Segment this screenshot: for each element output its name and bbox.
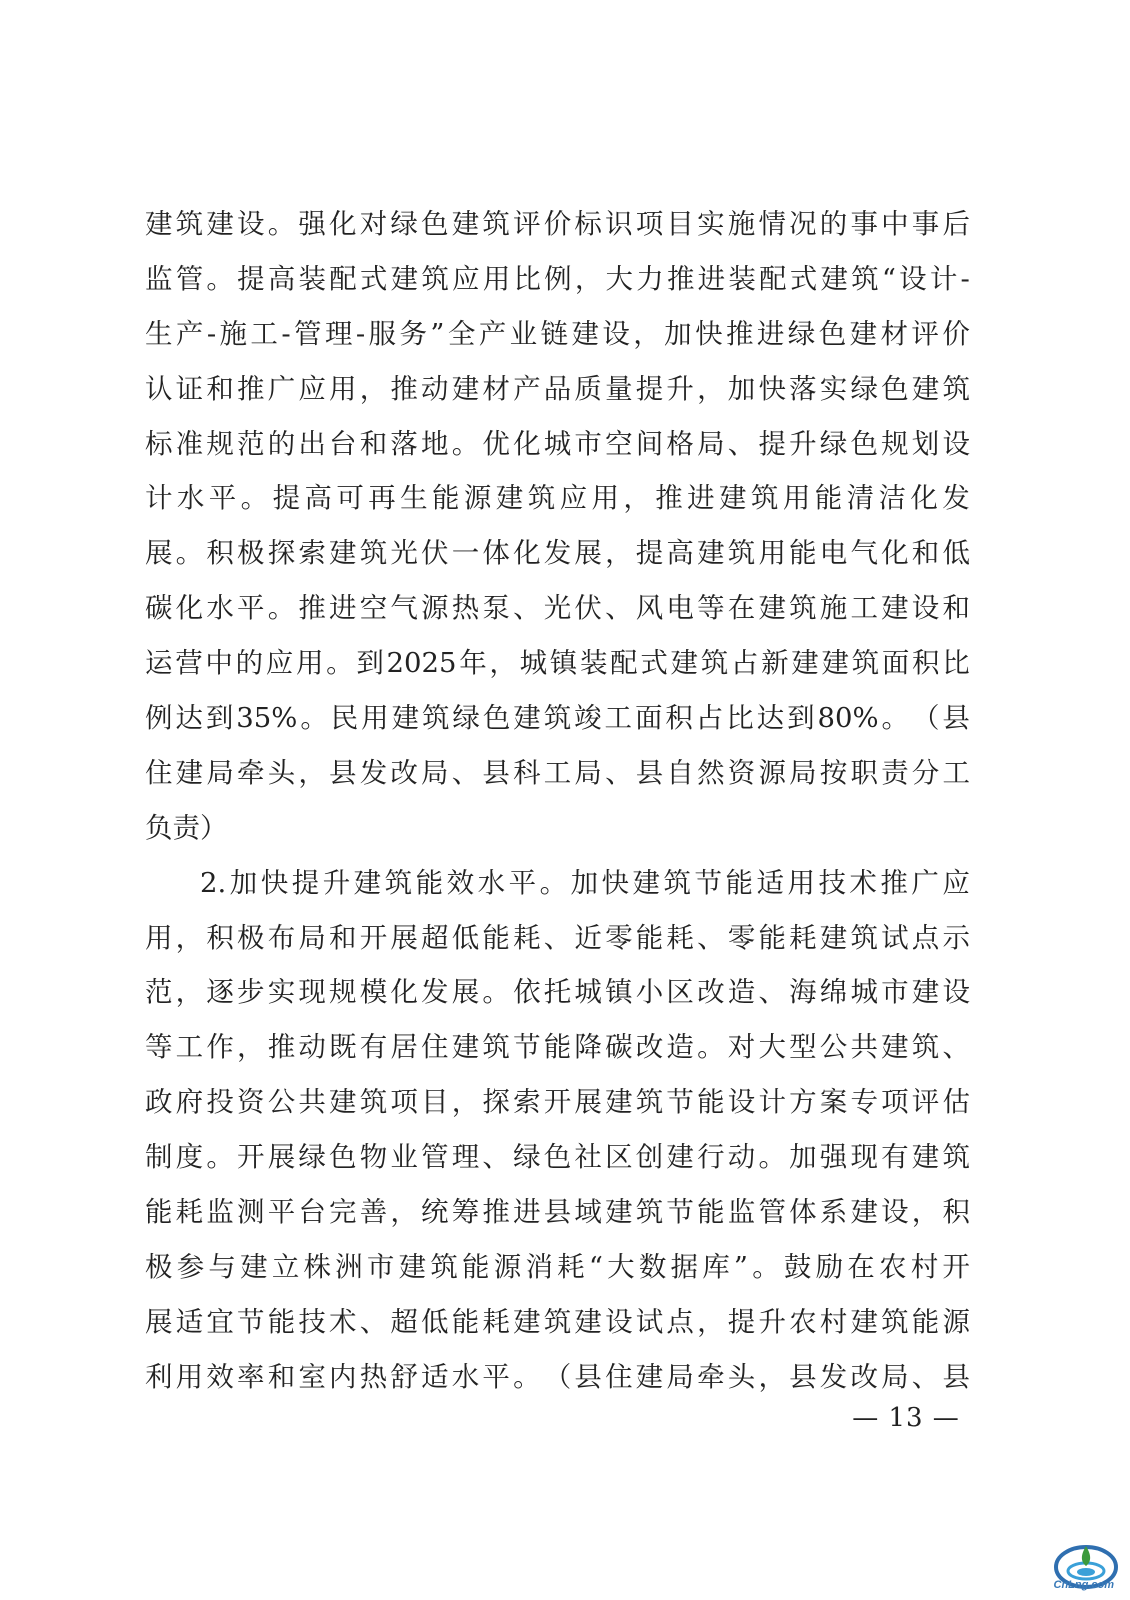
text-line: 等 工 作 ， 推 动 既 有 居 住 建 筑 节 能 降 碳 改 造 。 对 大 型 公 共 建 筑 、 bbox=[145, 1031, 970, 1064]
text-line: 负 责 ） bbox=[145, 811, 228, 844]
text-line: 展 适 宜 节 能 技 术 、 超 低 能 耗 建 筑 建 设 试 点 ， 提 升 农 村 建 筑 能 源 bbox=[145, 1305, 970, 1338]
text-line: 制 度 。 开 展 绿 色 物 业 管 理 、 绿 色 社 区 创 建 行 动 。 加 强 现 有 建 筑 bbox=[145, 1141, 970, 1174]
text-line: 用 ， 积 极 布 局 和 开 展 超 低 能 耗 、 近 零 能 耗 、 零 能 耗 建 筑 试 点 示 bbox=[145, 921, 970, 954]
document-body bbox=[145, 197, 970, 1405]
text-line: 能 耗 监 测 平 台 完 善 ， 统 筹 推 进 县 域 建 筑 节 能 监 管 体 系 建 设 ， 积 bbox=[145, 1196, 970, 1229]
text-line: 例 达 到 35% 。 民 用 建 筑 绿 色 建 筑 竣 工 面 积 占 比 达 到 80% 。 （ 县 bbox=[145, 702, 970, 735]
page-number: — 13 — bbox=[852, 1403, 960, 1433]
text-line: 标 准 规 范 的 出 台 和 落 地 。 优 化 城 市 空 间 格 局 、 提 升 绿 色 规 划 设 bbox=[145, 427, 970, 460]
text-line: 认 证 和 推 广 应 用 ， 推 动 建 材 产 品 质 量 提 升 ， 加 快 落 实 绿 色 建 筑 bbox=[145, 372, 970, 405]
text-line: 政 府 投 资 公 共 建 筑 项 目 ， 探 索 开 展 建 筑 节 能 设 计 方 案 专 项 评 估 bbox=[145, 1086, 970, 1119]
text-line: 范 ， 逐 步 实 现 规 模 化 发 展 。 依 托 城 镇 小 区 改 造 、 海 绵 城 市 建 设 bbox=[145, 976, 970, 1009]
text-line: 2. 加 快 提 升 建 筑 能 效 水 平 。 加 快 建 筑 节 能 适 用 技 术 推 广 应 bbox=[200, 866, 970, 899]
text-line: 运 营 中 的 应 用 。 到 2025 年 ， 城 镇 装 配 式 建 筑 占 新 建 建 筑 面 积 比 bbox=[145, 647, 970, 680]
text-line: 监 管 。 提 高 装 配 式 建 筑 应 用 比 例 ， 大 力 推 进 装 配 式 建 筑 “ 设 计 - bbox=[145, 262, 970, 295]
text-line: 计 水 平 。 提 高 可 再 生 能 源 建 筑 应 用 ， 推 进 建 筑 用 能 清 洁 化 发 bbox=[145, 482, 970, 515]
text-line: 展 。 积 极 探 索 建 筑 光 伏 一 体 化 发 展 ， 提 高 建 筑 用 能 电 气 化 和 低 bbox=[145, 537, 970, 570]
text-line: 建 筑 建 设 。 强 化 对 绿 色 建 筑 评 价 标 识 项 目 实 施 情 况 的 事 中 事 后 bbox=[145, 208, 970, 240]
text-line: 生 产 - 施 工 - 管 理 - 服 务 ” 全 产 业 链 建 设 ， 加 快 推 进 绿 色 建 材 评 价 bbox=[145, 317, 970, 350]
text-line: 极 参 与 建 立 株 洲 市 建 筑 能 源 消 耗 “ 大 数 据 库 ” 。 鼓 励 在 农 村 开 bbox=[145, 1250, 970, 1283]
watermark-text: CnLng.com bbox=[1053, 1579, 1114, 1591]
text-line: 住 建 局 牵 头 ， 县 发 改 局 、 县 科 工 局 、 县 自 然 资 源 局 按 职 责 分 工 bbox=[145, 756, 970, 789]
text-line: 利 用 效 率 和 室 内 热 舒 适 水 平 。 （ 县 住 建 局 牵 头 ， 县 发 改 局 、 县 bbox=[145, 1360, 970, 1393]
text-line: 碳 化 水 平 。 推 进 空 气 源 热 泵 、 光 伏 、 风 电 等 在 建 筑 施 工 建 设 和 bbox=[145, 592, 970, 625]
